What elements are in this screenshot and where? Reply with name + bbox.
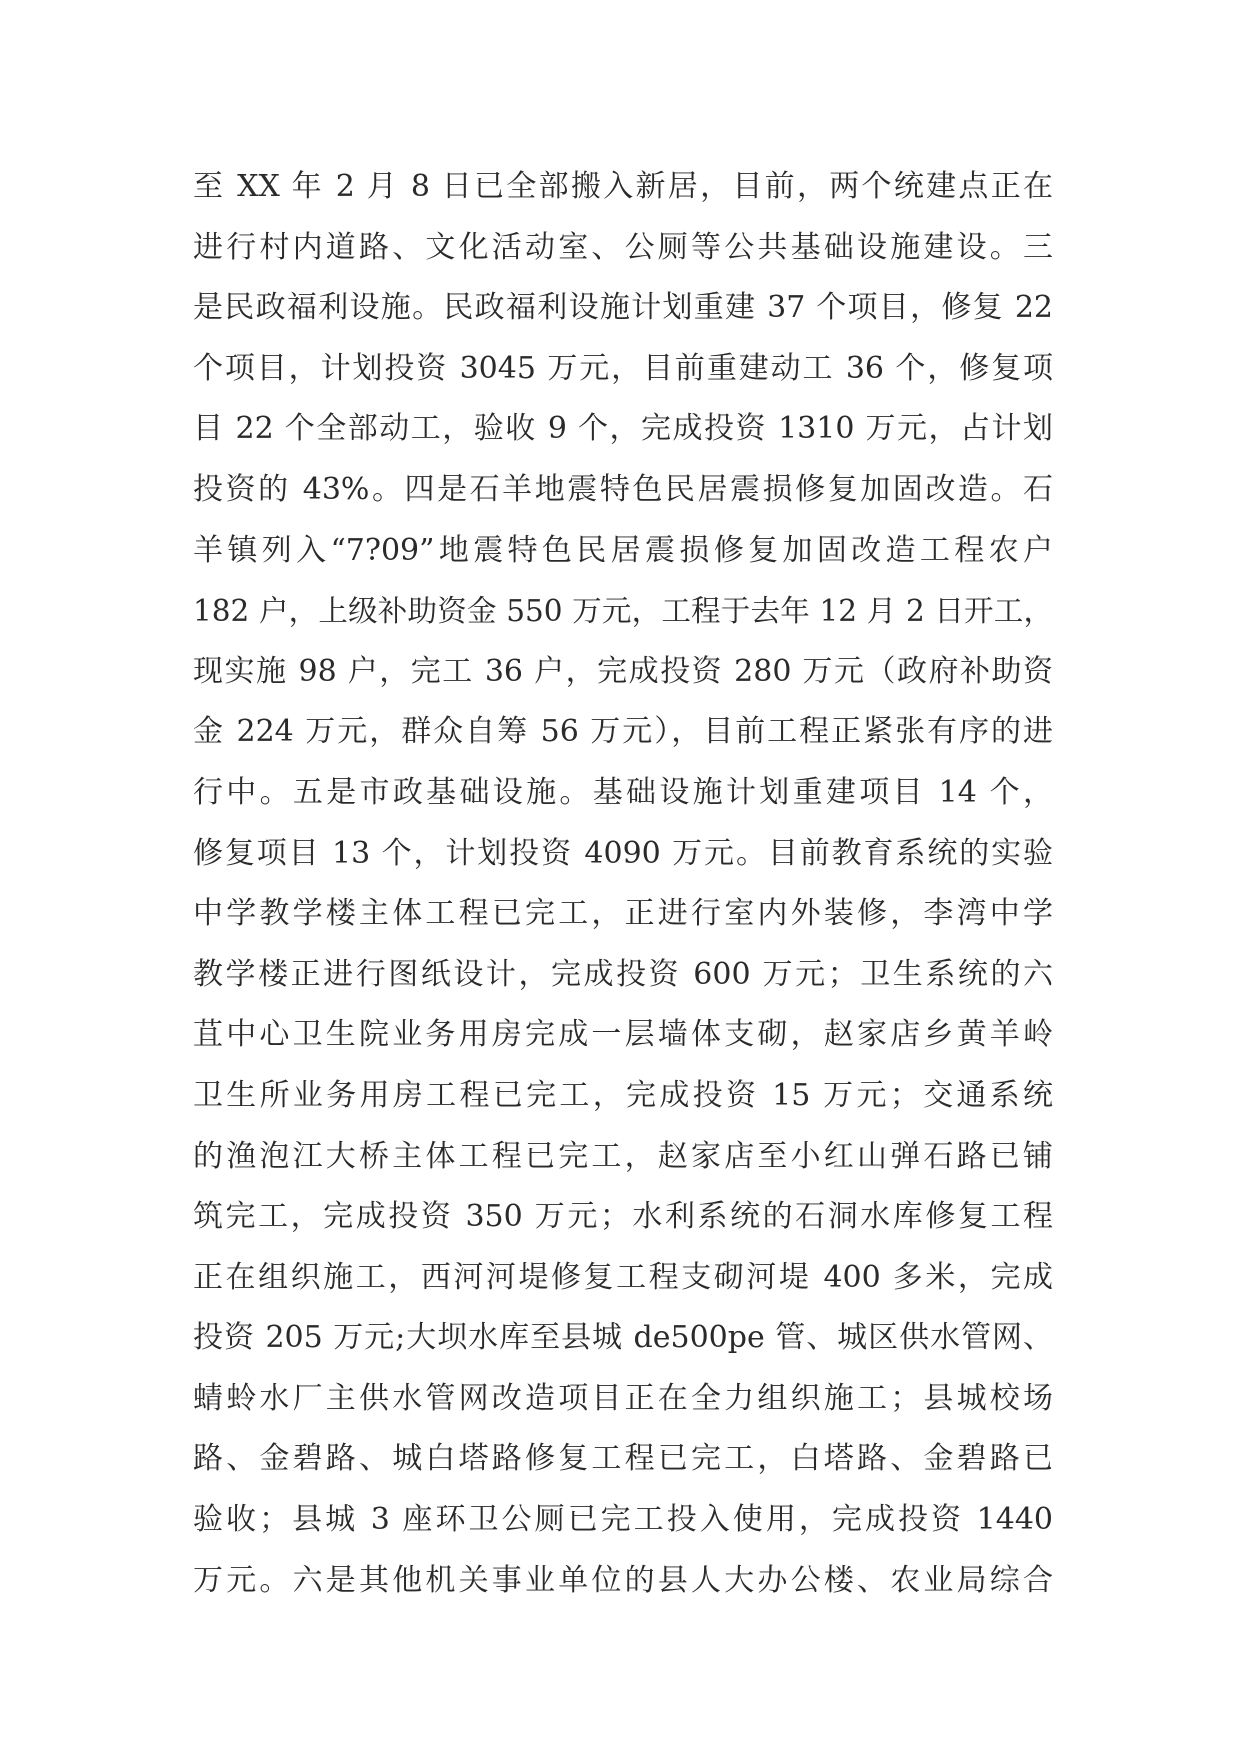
- text-line: 路、金碧路、城白塔路修复工程已完工，白塔路、金碧路已: [193, 1441, 1053, 1477]
- text-line: 行中。五是市政基础设施。基础设施计划重建项目 14 个，: [193, 774, 1053, 810]
- text-line: 目 22 个全部动工，验收 9 个，完成投资 1310 万元，占计划: [193, 411, 1053, 447]
- text-line: 万元。六是其他机关事业单位的县人大办公楼、农业局综合: [193, 1562, 1053, 1598]
- text-line: 蜻蛉水厂主供水管网改造项目正在全力组织施工；县城校场: [193, 1380, 1053, 1416]
- text-line: 卫生所业务用房工程已完工，完成投资 15 万元；交通系统: [193, 1077, 1053, 1113]
- text-line: 中学教学楼主体工程已完工，正进行室内外装修，李湾中学: [193, 896, 1053, 932]
- body-text: [193, 157, 1053, 1611]
- text-line: 验收；县城 3 座环卫公厕已完工投入使用，完成投资 1440: [193, 1502, 1053, 1538]
- text-line: 金 224 万元，群众自筹 56 万元），目前工程正紧张有序的进: [193, 714, 1053, 750]
- text-line: 182 户，上级补助资金 550 万元，工程于去年 12 月 2 日开工，: [193, 594, 1053, 629]
- text-line: 进行村内道路、文化活动室、公厕等公共基础设施建设。三: [193, 229, 1053, 265]
- text-line: 筑完工，完成投资 350 万元；水利系统的石洞水库修复工程: [193, 1199, 1053, 1235]
- text-line: 个项目，计划投资 3045 万元，目前重建动工 36 个，修复项: [193, 350, 1053, 386]
- text-line: 至 XX 年 2 月 8 日已全部搬入新居，目前，两个统建点正在: [193, 169, 1053, 204]
- text-line: 修复项目 13 个，计划投资 4090 万元。目前教育系统的实验: [193, 835, 1053, 871]
- text-line: 教学楼正进行图纸设计，完成投资 600 万元；卫生系统的六: [193, 956, 1053, 992]
- text-line: 投资 205 万元;大坝水库至县城 de500pe 管、城区供水管网、: [193, 1320, 1053, 1356]
- text-line: 的渔泡江大桥主体工程已完工，赵家店至小红山弹石路已铺: [193, 1138, 1053, 1174]
- text-line: 是民政福利设施。民政福利设施计划重建 37 个项目，修复 22: [193, 290, 1053, 326]
- text-line: 投资的 43%。四是石羊地震特色民居震损修复加固改造。石: [193, 471, 1053, 507]
- text-line: 羊镇列入“7?09”地震特色民居震损修复加固改造工程农户: [193, 532, 1053, 568]
- text-line: 苴中心卫生院业务用房完成一层墙体支砌，赵家店乡黄羊岭: [193, 1017, 1053, 1053]
- text-line: 正在组织施工，西河河堤修复工程支砌河堤 400 多米，完成: [193, 1259, 1053, 1295]
- text-line: 现实施 98 户，完工 36 户，完成投资 280 万元（政府补助资: [193, 653, 1053, 689]
